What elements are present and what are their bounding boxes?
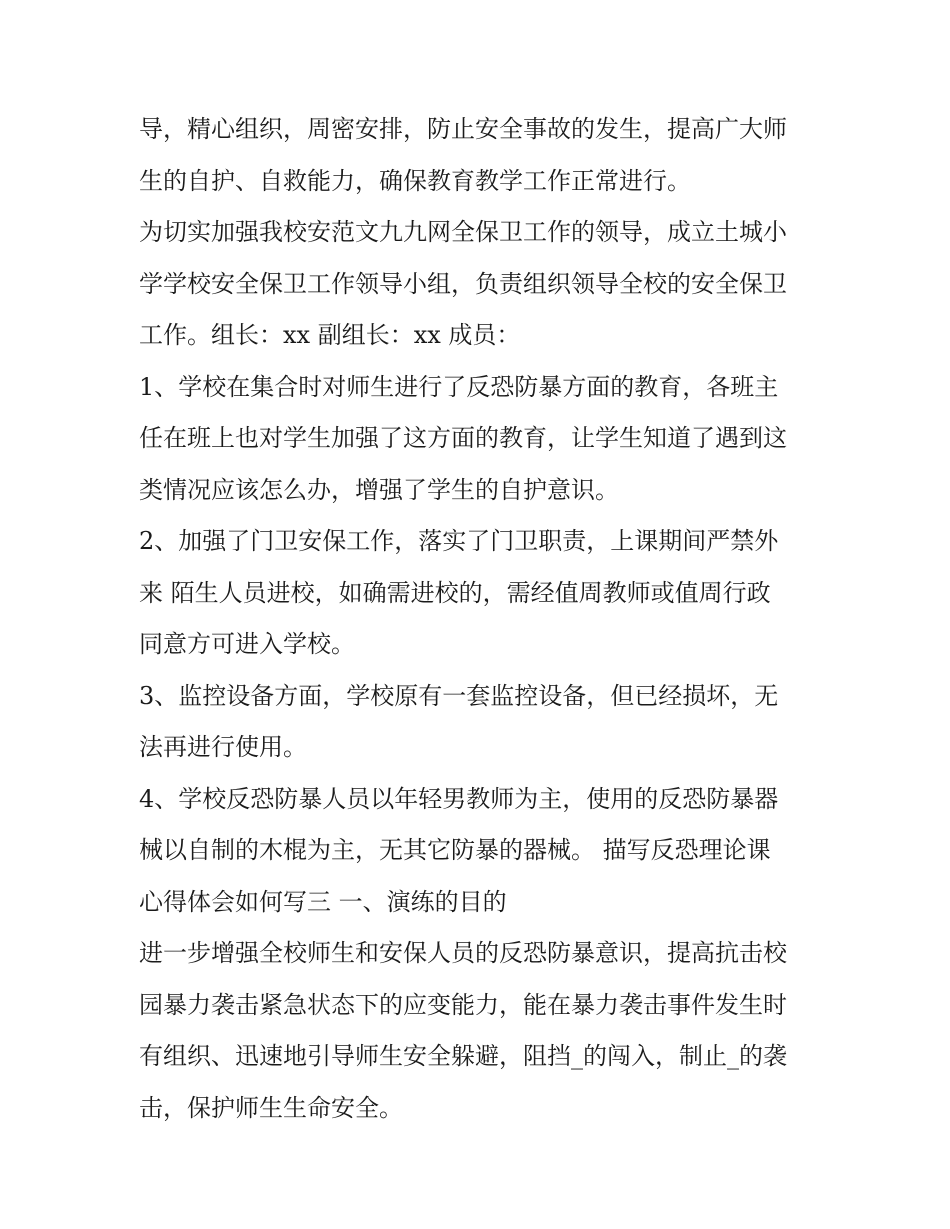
text-line: 进一步增强全校师生和安保人员的反恐防暴意识，提高抗击校 — [139, 939, 787, 967]
text-line: 械以自制的木棍为主，无其它防暴的器械。 描写反恐理论课 — [139, 836, 771, 864]
text-line: 任在班上也对学生加强了这方面的教育，让学生知道了遇到这 — [139, 424, 787, 452]
text-line: 3、监控设备方面，学校原有一套监控设备，但已经损坏，无 — [139, 681, 779, 710]
text-line: 园暴力袭击紧急状态下的应变能力，能在暴力袭击事件发生时 — [139, 990, 787, 1019]
text-line: 有组织、迅速地引导师生安全躲避，阻挡_的闯入，制止_的袭 — [139, 1042, 787, 1070]
text-line: 学学校安全保卫工作领导小组，负责组织领导全校的安全保卫 — [139, 269, 787, 298]
text-line: 生的自护、自救能力，确保教育教学工作正常进行。 — [139, 166, 691, 195]
body-text — [139, 104, 829, 1134]
text-line: 为切实加强我校安范文九九网全保卫工作的领导，成立土城小 — [139, 218, 787, 246]
text-line: 同意方可进入学校。 — [139, 630, 355, 658]
text-line: 2、加强了门卫安保工作，落实了门卫职责，上课期间严禁外 — [139, 527, 779, 555]
text-line: 类情况应该怎么办，增强了学生的自护意识。 — [139, 475, 619, 504]
text-line: 1、学校在集合时对师生进行了反恐防暴方面的教育，各班主 — [139, 372, 779, 401]
text-line: 法再进行使用。 — [139, 733, 307, 761]
text-line: 4、学校反恐防暴人员以年轻男教师为主，使用的反恐防暴器 — [139, 784, 779, 813]
text-line: 心得体会如何写三 一、演练的目的 — [139, 887, 507, 916]
text-line: 导，精心组织，周密安排，防止安全事故的发生，提高广大师 — [139, 115, 787, 143]
text-line: 击，保护师生生命安全。 — [139, 1093, 403, 1122]
text-line: 来 陌生人员进校，如确需进校的，需经值周教师或值周行政 — [139, 578, 771, 607]
text-line: 工作。组长：xx 副组长：xx 成员： — [139, 321, 521, 349]
